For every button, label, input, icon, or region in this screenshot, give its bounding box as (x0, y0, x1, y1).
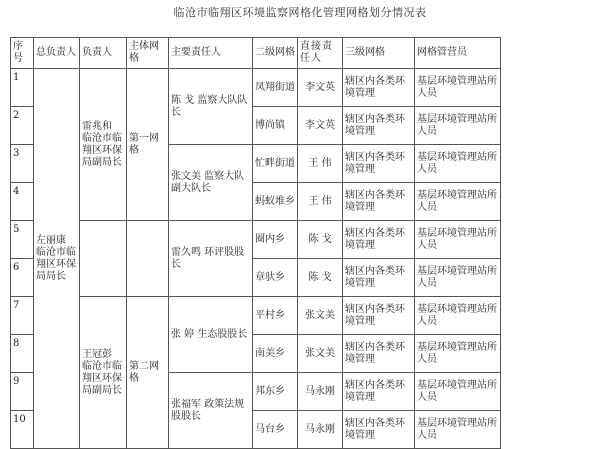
page-title: 临沧市临翔区环境监察网格化管理网格划分情况表 (173, 6, 427, 19)
grid-staff-cell: 基层环境管理站所人员 (415, 107, 501, 145)
direct-responsible-cell: 张文美 (298, 297, 343, 335)
grid-staff-cell: 基层环境管理站所人员 (415, 373, 501, 411)
grid-staff-cell: 基层环境管理站所人员 (415, 259, 501, 297)
row-number: 3 (11, 145, 34, 183)
grid-staff-cell: 基层环境管理站所人员 (415, 69, 501, 107)
level3-grid-cell: 辖区内各类环境管理 (343, 259, 415, 297)
header-cell: 总负责人 (34, 38, 80, 69)
level3-grid-cell: 辖区内各类环境管理 (343, 221, 415, 259)
main-grid-cell: 第一网格 (127, 69, 169, 221)
main-responsible-cell: 陈 戈 监察大队队长 (169, 69, 253, 145)
grid-staff-cell: 基层环境管理站所人员 (415, 297, 501, 335)
grid-staff-cell: 基层环境管理站所人员 (415, 221, 501, 259)
main-responsible-cell: 张福军 政策法规股股长 (169, 373, 253, 449)
grid-staff-cell: 基层环境管理站所人员 (415, 335, 501, 373)
row-number: 1 (11, 69, 34, 107)
main-grid-cell-blank (127, 221, 169, 297)
direct-responsible-cell: 马永刚 (298, 411, 343, 449)
level2-grid-cell: 平村乡 (253, 297, 298, 335)
direct-responsible-cell: 张文美 (298, 335, 343, 373)
level3-grid-cell: 辖区内各类环境管理 (343, 69, 415, 107)
header-cell: 主要责任人 (169, 38, 253, 69)
grid-table (10, 37, 501, 449)
header-cell: 三级网格 (343, 38, 415, 69)
table-row (11, 221, 501, 259)
level2-grid-cell: 马台乡 (253, 411, 298, 449)
header-cell: 网格管营员 (415, 38, 501, 69)
header-cell: 负责人 (80, 38, 127, 69)
table-row (11, 297, 501, 335)
direct-responsible-cell: 王 伟 (298, 145, 343, 183)
level2-grid-cell: 章驮乡 (253, 259, 298, 297)
main-responsible-cell: 张 婷 生态股股长 (169, 297, 253, 373)
level2-grid-cell: 凤翔街道 (253, 69, 298, 107)
grid-staff-cell: 基层环境管理站所人员 (415, 183, 501, 221)
row-number: 4 (11, 183, 34, 221)
direct-responsible-cell: 陈 戈 (298, 259, 343, 297)
row-number: 8 (11, 335, 34, 373)
lead-cell: 王冠彭 临沧市临翔区环保局副局长 (80, 297, 127, 449)
level2-grid-cell: 蚂蚁堆乡 (253, 183, 298, 221)
row-number: 5 (11, 221, 34, 259)
main-responsible-cell: 张文美 监察大队副大队长 (169, 145, 253, 221)
level3-grid-cell: 辖区内各类环境管理 (343, 335, 415, 373)
level2-grid-cell: 忙畔街道 (253, 145, 298, 183)
level3-grid-cell: 辖区内各类环境管理 (343, 373, 415, 411)
row-number: 10 (11, 411, 34, 449)
row-number: 7 (11, 297, 34, 335)
lead-cell-blank (80, 221, 127, 297)
direct-responsible-cell: 李文英 (298, 69, 343, 107)
level3-grid-cell: 辖区内各类环境管理 (343, 183, 415, 221)
direct-responsible-cell: 陈 戈 (298, 221, 343, 259)
row-number: 2 (11, 107, 34, 145)
header-cell: 序号 (11, 38, 34, 69)
lead-cell: 雷兆和 临沧市临翔区环保局副局长 (80, 69, 127, 221)
overall-responsible-cell: 左丽康 临沧市临翔区环保局局长 (34, 69, 80, 449)
level3-grid-cell: 辖区内各类环境管理 (343, 145, 415, 183)
level3-grid-cell: 辖区内各类环境管理 (343, 411, 415, 449)
level2-grid-cell: 邦东乡 (253, 373, 298, 411)
header-cell: 二级网格 (253, 38, 298, 69)
direct-responsible-cell: 马永刚 (298, 373, 343, 411)
grid-staff-cell: 基层环境管理站所人员 (415, 411, 501, 449)
main-grid-cell: 第二网格 (127, 297, 169, 449)
header-cell: 直接责任人 (298, 38, 343, 69)
level2-grid-cell: 圈内乡 (253, 221, 298, 259)
level3-grid-cell: 辖区内各类环境管理 (343, 107, 415, 145)
level3-grid-cell: 辖区内各类环境管理 (343, 297, 415, 335)
direct-responsible-cell: 王 伟 (298, 183, 343, 221)
row-number: 6 (11, 259, 34, 297)
header-cell: 主体网格 (127, 38, 169, 69)
level2-grid-cell: 南美乡 (253, 335, 298, 373)
level2-grid-cell: 博尚镇 (253, 107, 298, 145)
main-responsible-cell: 雷久鸣 环评股股长 (169, 221, 253, 297)
row-number: 9 (11, 373, 34, 411)
grid-staff-cell: 基层环境管理站所人员 (415, 145, 501, 183)
table-row (11, 69, 501, 107)
header-row (11, 38, 501, 69)
direct-responsible-cell: 李文英 (298, 107, 343, 145)
